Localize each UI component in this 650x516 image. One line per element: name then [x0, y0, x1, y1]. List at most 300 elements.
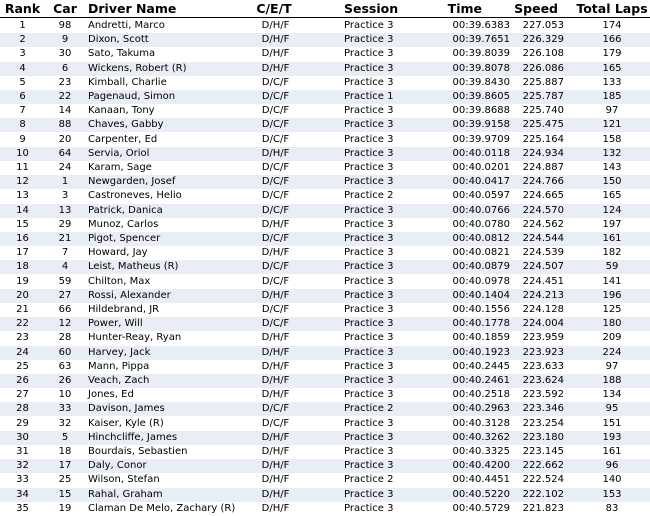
driver-name-cell: Harvey, Jack	[88, 346, 151, 358]
rank-cell: 28	[16, 403, 29, 415]
rank-cell: 32	[16, 460, 29, 472]
cet-cell: D/C/F	[261, 275, 290, 287]
driver-name-cell: Newgarden, Josef	[88, 176, 176, 188]
cet-cell: D/H/F	[261, 446, 290, 457]
rank-cell: 23	[16, 332, 29, 344]
cet-cell: D/H/F	[261, 431, 290, 443]
lap-time-cell: 00:40.1778	[452, 318, 510, 330]
session-cell: Practice 3	[344, 105, 394, 117]
total-laps-cell: 185	[602, 91, 622, 102]
speed-cell: 223.254	[522, 417, 564, 429]
cet-cell: D/H/F	[261, 360, 290, 372]
header-divider	[0, 17, 650, 18]
car-number-cell: 14	[58, 105, 72, 117]
session-cell: Practice 3	[344, 446, 394, 457]
column-header-rank: Rank	[4, 1, 41, 16]
lap-time-cell: 00:39.7651	[452, 34, 510, 46]
session-cell: Practice 3	[344, 76, 394, 88]
car-number-cell: 13	[58, 204, 72, 216]
table-row	[0, 147, 650, 161]
speed-cell: 223.145	[522, 446, 564, 457]
rank-cell: 15	[16, 218, 29, 230]
cet-cell: D/H/F	[261, 218, 290, 230]
total-laps-cell: 180	[602, 318, 622, 330]
cet-cell: D/H/F	[261, 389, 290, 401]
lap-time-cell: 00:40.4200	[452, 460, 510, 472]
rank-cell: 35	[16, 502, 29, 514]
rank-cell: 17	[16, 247, 29, 259]
speed-cell: 224.004	[522, 318, 564, 330]
car-number-cell: 4	[61, 261, 69, 273]
driver-name-cell: Pigot, Spencer	[88, 233, 161, 244]
driver-name-cell: Jones, Ed	[88, 389, 134, 401]
rank-cell: 21	[16, 304, 29, 315]
speed-cell: 223.624	[522, 375, 564, 386]
session-cell: Practice 3	[344, 332, 394, 344]
total-laps-cell: 95	[605, 403, 619, 415]
driver-name-cell: Hinchcliffe, James	[88, 431, 178, 443]
rank-cell: 4	[19, 62, 26, 74]
car-number-cell: 27	[58, 289, 72, 301]
car-number-cell: 25	[58, 474, 72, 486]
table-row	[0, 346, 650, 360]
session-cell: Practice 3	[344, 133, 394, 145]
table-header	[0, 0, 650, 18]
car-number-cell: 98	[58, 20, 72, 31]
rank-cell: 9	[19, 133, 26, 145]
car-number-cell: 12	[58, 318, 72, 330]
cet-cell: D/C/F	[261, 318, 290, 330]
table-row	[0, 488, 650, 502]
session-cell: Practice 3	[344, 417, 394, 429]
driver-name-cell: Wilson, Stefan	[88, 474, 160, 486]
total-laps-cell: 179	[602, 48, 622, 60]
column-header-car: Car	[53, 1, 77, 16]
lap-time-cell: 00:40.0597	[452, 190, 510, 202]
driver-name-cell: Chilton, Max	[88, 275, 151, 287]
lap-time-cell: 00:39.6383	[452, 20, 510, 31]
session-cell: Practice 3	[344, 119, 394, 131]
driver-name-cell: Pagenaud, Simon	[88, 91, 176, 102]
session-cell: Practice 3	[344, 34, 394, 46]
session-cell: Practice 3	[344, 304, 394, 315]
table-row	[0, 275, 650, 289]
cet-cell: D/H/F	[261, 375, 290, 386]
car-number-cell: 21	[58, 233, 72, 244]
driver-name-cell: Servia, Oriol	[88, 147, 150, 159]
session-cell: Practice 3	[344, 20, 394, 31]
lap-time-cell: 00:39.9709	[452, 133, 510, 145]
cet-cell: D/C/F	[261, 105, 290, 117]
rank-cell: 27	[16, 389, 29, 401]
driver-name-cell: Rahal, Graham	[88, 488, 163, 500]
cet-cell: D/H/F	[261, 460, 290, 472]
rank-cell: 12	[16, 176, 29, 188]
speed-cell: 225.475	[522, 119, 564, 131]
table-row	[0, 317, 650, 331]
lap-time-cell: 00:40.5729	[452, 502, 510, 514]
speed-cell: 225.164	[522, 133, 564, 145]
session-cell: Practice 3	[344, 289, 394, 301]
session-cell: Practice 3	[344, 346, 394, 358]
table-row	[0, 260, 650, 274]
total-laps-cell: 224	[602, 346, 622, 358]
lap-time-cell: 00:39.9158	[452, 119, 510, 131]
table-row	[0, 90, 650, 104]
total-laps-cell: 161	[602, 446, 622, 457]
lap-time-cell: 00:40.0417	[452, 176, 510, 188]
cet-cell: D/C/F	[261, 304, 290, 315]
session-cell: Practice 1	[344, 91, 394, 102]
car-number-cell: 23	[58, 76, 72, 88]
car-number-cell: 22	[58, 91, 72, 102]
car-number-cell: 33	[58, 403, 72, 415]
car-number-cell: 88	[58, 119, 72, 131]
cet-cell: D/C/F	[261, 417, 290, 429]
column-header-laps: Total Laps	[576, 1, 648, 16]
rank-cell: 6	[19, 91, 26, 102]
total-laps-cell: 197	[602, 218, 622, 230]
rank-cell: 2	[19, 34, 26, 46]
car-number-cell: 6	[61, 62, 69, 74]
lap-time-cell: 00:40.1923	[452, 346, 510, 358]
driver-name-cell: Wickens, Robert (R)	[88, 62, 187, 74]
speed-cell: 224.451	[522, 275, 564, 287]
lap-time-cell: 00:39.8605	[452, 91, 510, 102]
lap-time-cell: 00:40.5220	[452, 488, 510, 500]
lap-time-cell: 00:40.0780	[452, 218, 510, 230]
table-row	[0, 445, 650, 459]
total-laps-cell: 96	[605, 460, 619, 472]
table-row	[0, 232, 650, 246]
speed-cell: 225.740	[522, 105, 564, 117]
table-row	[0, 175, 650, 189]
total-laps-cell: 166	[602, 34, 622, 46]
total-laps-cell: 196	[602, 289, 622, 301]
table-row	[0, 502, 650, 516]
total-laps-cell: 140	[602, 474, 622, 486]
car-number-cell: 3	[61, 190, 69, 202]
car-number-cell: 60	[58, 346, 72, 358]
session-cell: Practice 3	[344, 147, 394, 159]
speed-cell: 226.329	[522, 34, 564, 46]
speed-cell: 224.544	[522, 233, 564, 244]
rank-cell: 3	[19, 48, 26, 60]
cet-cell: D/H/F	[261, 147, 290, 159]
cet-cell: D/H/F	[261, 247, 290, 259]
total-laps-cell: 151	[602, 417, 622, 429]
session-cell: Practice 3	[344, 261, 394, 273]
speed-cell: 223.592	[522, 389, 564, 401]
driver-name-cell: Hunter-Reay, Ryan	[88, 332, 182, 344]
rank-cell: 22	[16, 318, 29, 330]
car-number-cell: 26	[58, 375, 72, 386]
speed-cell: 223.959	[522, 332, 564, 344]
rank-cell: 11	[16, 162, 29, 173]
driver-name-cell: Howard, Jay	[88, 247, 148, 259]
table-row	[0, 204, 650, 218]
rank-cell: 30	[16, 431, 29, 443]
table-row	[0, 104, 650, 118]
total-laps-cell: 182	[602, 247, 622, 259]
lap-time-cell: 00:39.8688	[452, 105, 510, 117]
rank-cell: 18	[16, 261, 29, 273]
speed-cell: 226.108	[522, 48, 564, 60]
table-row	[0, 289, 650, 303]
table-row	[0, 360, 650, 374]
total-laps-cell: 165	[602, 62, 622, 74]
session-cell: Practice 3	[344, 488, 394, 500]
car-number-cell: 29	[58, 218, 72, 230]
speed-cell: 223.923	[522, 346, 564, 358]
cet-cell: D/H/F	[261, 20, 290, 31]
rank-cell: 33	[16, 474, 29, 486]
cet-cell: D/C/F	[261, 162, 290, 173]
cet-cell: D/C/F	[261, 133, 290, 145]
car-number-cell: 5	[61, 431, 69, 443]
session-cell: Practice 3	[344, 48, 394, 60]
session-cell: Practice 2	[344, 190, 394, 202]
speed-cell: 223.633	[522, 360, 564, 372]
cet-cell: D/H/F	[261, 34, 290, 46]
total-laps-cell: 134	[602, 389, 622, 401]
session-cell: Practice 3	[344, 275, 394, 287]
speed-cell: 224.570	[522, 204, 564, 216]
rank-cell: 26	[16, 375, 29, 386]
lap-time-cell: 00:40.2461	[452, 375, 510, 386]
driver-name-cell: Munoz, Carlos	[88, 218, 159, 230]
cet-cell: D/C/F	[261, 91, 290, 102]
speed-cell: 222.662	[522, 460, 564, 472]
rank-cell: 1	[19, 20, 26, 31]
table-row	[0, 133, 650, 147]
rank-cell: 5	[19, 76, 26, 88]
rank-cell: 10	[16, 147, 29, 159]
car-number-cell: 9	[61, 34, 69, 46]
cet-cell: D/H/F	[261, 502, 290, 514]
driver-name-cell: Rossi, Alexander	[88, 289, 171, 301]
session-cell: Practice 3	[344, 218, 394, 230]
table-row	[0, 374, 650, 388]
table-row	[0, 33, 650, 47]
speed-cell: 223.346	[522, 403, 564, 415]
driver-name-cell: Claman De Melo, Zachary (R)	[88, 502, 236, 514]
table-row	[0, 459, 650, 473]
lap-time-cell: 00:40.0812	[452, 233, 510, 244]
speed-cell: 222.524	[522, 474, 564, 486]
total-laps-cell: 174	[602, 20, 622, 31]
cet-cell: D/H/F	[261, 332, 290, 344]
driver-name-cell: Andretti, Marco	[88, 20, 165, 31]
speed-cell: 224.887	[522, 162, 564, 173]
car-number-cell: 7	[61, 247, 69, 259]
cet-cell: D/C/F	[261, 76, 290, 88]
session-cell: Practice 3	[344, 233, 394, 244]
speed-cell: 226.086	[522, 62, 564, 74]
table-row	[0, 76, 650, 90]
session-cell: Practice 3	[344, 318, 394, 330]
driver-name-cell: Karam, Sage	[88, 162, 152, 173]
column-header-session: Session	[344, 1, 399, 16]
cet-cell: D/H/F	[261, 289, 290, 301]
cet-cell: D/H/F	[261, 62, 290, 74]
driver-name-cell: Veach, Zach	[88, 375, 150, 386]
driver-name-cell: Hildebrand, JR	[88, 304, 160, 315]
car-number-cell: 10	[58, 389, 72, 401]
speed-cell: 224.766	[522, 176, 564, 188]
table-row	[0, 189, 650, 203]
rank-cell: 14	[16, 204, 29, 216]
table-row	[0, 62, 650, 76]
rank-cell: 7	[19, 105, 26, 117]
table-row	[0, 19, 650, 33]
table-row	[0, 161, 650, 175]
driver-name-cell: Sato, Takuma	[88, 48, 156, 60]
total-laps-cell: 193	[602, 431, 622, 443]
car-number-cell: 30	[58, 48, 72, 60]
table-row	[0, 417, 650, 431]
column-header-time: Time	[447, 1, 482, 16]
total-laps-cell: 133	[602, 76, 622, 88]
lap-time-cell: 00:39.8430	[452, 76, 510, 88]
table-row	[0, 331, 650, 345]
session-cell: Practice 3	[344, 162, 394, 173]
table-row	[0, 388, 650, 402]
driver-name-cell: Kanaan, Tony	[88, 105, 155, 117]
rank-cell: 20	[16, 289, 29, 301]
car-number-cell: 18	[58, 446, 72, 457]
cet-cell: D/H/F	[261, 346, 290, 358]
driver-name-cell: Bourdais, Sebastien	[88, 446, 188, 457]
session-cell: Practice 3	[344, 389, 394, 401]
total-laps-cell: 121	[602, 119, 622, 131]
table-row	[0, 246, 650, 260]
driver-name-cell: Davison, James	[88, 403, 165, 415]
lap-time-cell: 00:40.2445	[452, 360, 510, 372]
speed-cell: 224.562	[522, 218, 564, 230]
speed-cell: 224.507	[522, 261, 564, 273]
lap-time-cell: 00:40.3128	[452, 417, 510, 429]
car-number-cell: 19	[58, 502, 72, 514]
speed-cell: 224.213	[522, 289, 564, 301]
table-row	[0, 473, 650, 487]
rank-cell: 13	[16, 190, 29, 202]
car-number-cell: 20	[58, 133, 72, 145]
total-laps-cell: 153	[602, 488, 622, 500]
cet-cell: D/C/F	[261, 176, 290, 188]
column-header-driver: Driver Name	[88, 1, 177, 16]
driver-name-cell: Daly, Conor	[88, 460, 147, 472]
table-row	[0, 431, 650, 445]
speed-cell: 225.787	[522, 91, 564, 102]
lap-time-cell: 00:40.3325	[452, 446, 510, 457]
cet-cell: D/C/F	[261, 233, 290, 244]
rank-cell: 34	[16, 488, 29, 500]
total-laps-cell: 124	[602, 204, 622, 216]
lap-time-cell: 00:40.0978	[452, 275, 510, 287]
total-laps-cell: 83	[605, 502, 619, 514]
lap-time-cell: 00:40.0118	[452, 147, 510, 159]
session-cell: Practice 3	[344, 502, 394, 514]
driver-name-cell: Power, Will	[88, 318, 143, 330]
total-laps-cell: 143	[602, 162, 622, 173]
rank-cell: 29	[16, 417, 29, 429]
session-cell: Practice 3	[344, 360, 394, 372]
car-number-cell: 64	[58, 147, 72, 159]
column-header-speed: Speed	[514, 1, 558, 16]
table-row	[0, 218, 650, 232]
driver-name-cell: Kaiser, Kyle (R)	[88, 417, 164, 429]
speed-cell: 224.934	[522, 147, 564, 159]
lap-time-cell: 00:40.1859	[452, 332, 510, 344]
driver-name-cell: Dixon, Scott	[88, 34, 149, 46]
session-cell: Practice 3	[344, 460, 394, 472]
rank-cell: 24	[16, 346, 29, 358]
lap-time-cell: 00:40.1404	[452, 289, 510, 301]
total-laps-cell: 97	[605, 105, 619, 117]
cet-cell: D/H/F	[261, 48, 290, 60]
session-cell: Practice 3	[344, 176, 394, 188]
total-laps-cell: 141	[602, 275, 622, 287]
car-number-cell: 28	[58, 332, 72, 344]
total-laps-cell: 161	[602, 233, 622, 244]
total-laps-cell: 158	[602, 133, 622, 145]
lap-time-cell: 00:40.0766	[452, 204, 510, 216]
driver-name-cell: Chaves, Gabby	[88, 119, 164, 131]
lap-time-cell: 00:40.0201	[452, 162, 510, 173]
lap-time-cell: 00:39.8039	[452, 48, 510, 60]
cet-cell: D/C/F	[261, 261, 290, 273]
lap-time-cell: 00:40.4451	[452, 474, 510, 486]
speed-cell: 224.665	[522, 190, 564, 202]
cet-cell: D/H/F	[261, 474, 290, 486]
session-cell: Practice 3	[344, 204, 394, 216]
total-laps-cell: 188	[602, 375, 622, 386]
lap-time-cell: 00:40.0821	[452, 247, 510, 259]
rank-cell: 25	[16, 360, 29, 372]
driver-name-cell: Kimball, Charlie	[88, 76, 167, 88]
car-number-cell: 66	[58, 304, 72, 315]
table-row	[0, 402, 650, 416]
table-row	[0, 118, 650, 132]
car-number-cell: 17	[58, 460, 72, 472]
total-laps-cell: 165	[602, 190, 622, 202]
speed-cell: 225.887	[522, 76, 564, 88]
session-cell: Practice 3	[344, 431, 394, 443]
total-laps-cell: 97	[605, 360, 619, 372]
table-row	[0, 47, 650, 61]
driver-name-cell: Mann, Pippa	[88, 360, 150, 372]
rank-cell: 16	[16, 233, 29, 244]
driver-name-cell: Patrick, Danica	[88, 204, 163, 216]
driver-name-cell: Carpenter, Ed	[88, 133, 158, 145]
session-cell: Practice 3	[344, 375, 394, 386]
car-number-cell: 63	[58, 360, 72, 372]
lap-time-cell: 00:40.1556	[452, 304, 510, 315]
session-cell: Practice 3	[344, 62, 394, 74]
cet-cell: D/C/F	[261, 190, 290, 202]
session-cell: Practice 2	[344, 403, 394, 415]
speed-cell: 227.053	[522, 20, 564, 31]
session-cell: Practice 2	[344, 474, 394, 486]
speed-cell: 223.180	[522, 431, 564, 443]
speed-cell: 224.539	[522, 247, 564, 259]
lap-time-cell: 00:40.2963	[452, 403, 510, 415]
rank-cell: 8	[19, 119, 26, 131]
speed-cell: 224.128	[522, 304, 564, 315]
total-laps-cell: 150	[602, 176, 622, 188]
session-cell: Practice 3	[344, 247, 394, 259]
